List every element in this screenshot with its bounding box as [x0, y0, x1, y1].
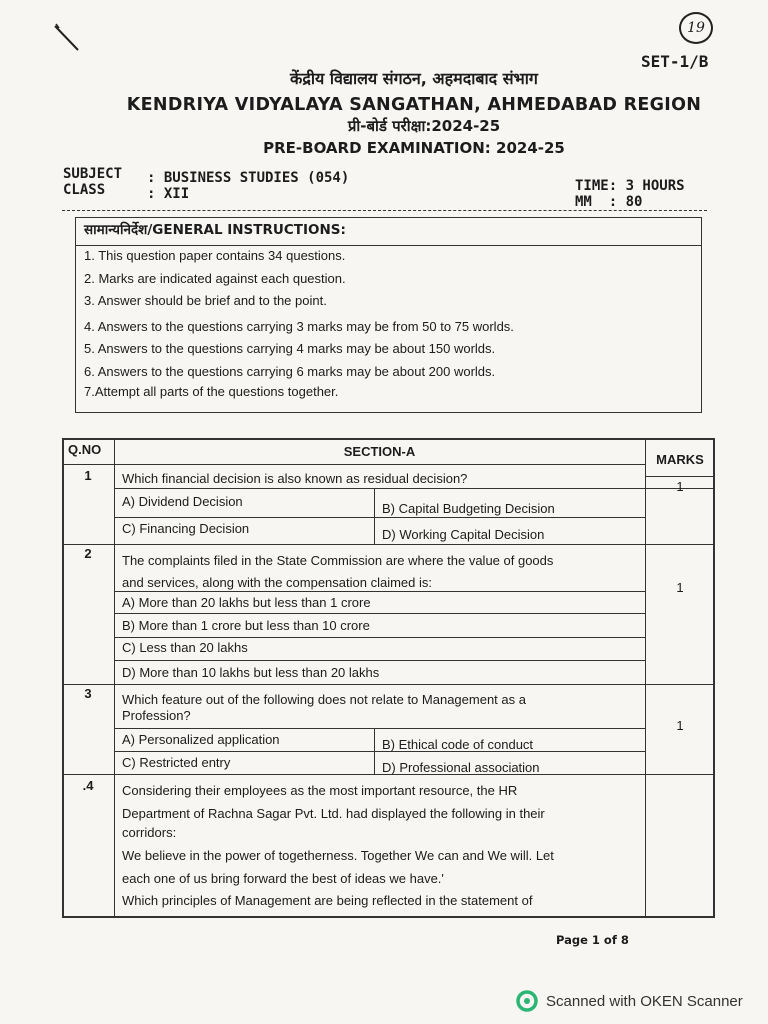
time-info: TIME: 3 HOURS: [575, 178, 685, 194]
question-text: corridors:: [122, 825, 177, 840]
question-text: The complaints filed in the State Commission are where the value of goods: [122, 553, 554, 568]
question-marks: 1: [676, 580, 684, 595]
table-border: [114, 728, 645, 729]
question-number: 1: [84, 468, 92, 483]
instruction-item: 1. This question paper contains 34 questions.: [84, 248, 346, 263]
instruction-item: 6. Answers to the questions carrying 6 marks may be about 200 worlds.: [84, 364, 496, 379]
subject-value: : BUSINESS STUDIES (054): [147, 170, 350, 186]
instructions-title: सामान्यनिर्देश/GENERAL INSTRUCTIONS:: [76, 218, 701, 246]
table-border: [713, 438, 715, 918]
question-text: Which principles of Management are being reflected in the statement of: [122, 893, 533, 908]
table-border: [114, 438, 115, 918]
table-border: [114, 751, 645, 752]
table-border: [114, 613, 645, 614]
scanner-logo-icon: [516, 990, 538, 1012]
question-text: Department of Rachna Sagar Pvt. Ltd. had displayed the following in their: [122, 806, 545, 821]
question-text: Which financial decision is also known as residual decision?: [122, 471, 468, 486]
question-text: Profession?: [122, 708, 191, 723]
question-number: 3: [84, 686, 92, 701]
table-border: [645, 438, 646, 918]
instruction-item: 4. Answers to the questions carrying 3 marks may be from 50 to 75 worlds.: [84, 319, 514, 334]
table-border: [114, 660, 645, 661]
option-b: B) More than 1 crore but less than 10 crore: [122, 618, 370, 633]
instruction-item: 5. Answers to the questions carrying 4 marks may be about 150 worlds.: [84, 341, 496, 356]
page-number: Page 1 of 8: [556, 933, 629, 947]
option-d: D) Working Capital Decision: [382, 527, 545, 542]
option-b: B) Ethical code of conduct: [382, 737, 534, 752]
option-c: C) Less than 20 lakhs: [122, 640, 248, 655]
exam-heading: PRE-BOARD EXAMINATION: 2024-25: [263, 139, 565, 157]
subject-label: SUBJECT: [63, 166, 123, 182]
dashed-divider: [62, 210, 707, 211]
option-b: B) Capital Budgeting Decision: [382, 501, 555, 516]
section-heading: SECTION-A: [343, 444, 416, 459]
hindi-org-heading: केंद्रीय विद्यालय संगठन, अहमदाबाद संभाग: [290, 69, 538, 88]
table-border: [62, 544, 715, 545]
question-text: and services, along with the compensation claimed is:: [122, 575, 432, 590]
instruction-item: 7.Attempt all parts of the questions together.: [84, 384, 339, 399]
table-border: [114, 591, 645, 592]
class-value: : XII: [147, 186, 190, 202]
question-number: .4: [82, 778, 94, 793]
option-c: C) Financing Decision: [122, 521, 250, 536]
table-border: [114, 488, 714, 489]
qno-header: Q.NO: [68, 442, 102, 457]
scanner-watermark: [516, 990, 743, 1012]
max-marks-info: MM : 80: [575, 194, 643, 210]
org-heading: KENDRIYA VIDYALAYA SANGATHAN, AHMEDABAD REGION: [126, 95, 702, 115]
table-border: [62, 684, 715, 685]
table-border: [62, 464, 645, 465]
option-a: A) Dividend Decision: [122, 494, 243, 509]
option-d: D) Professional association: [382, 760, 540, 775]
table-border: [62, 438, 715, 440]
question-table: [62, 438, 715, 918]
pen-stroke-mark: [52, 22, 84, 56]
instruction-item: 2. Marks are indicated against each question.: [84, 271, 346, 286]
table-border: [114, 637, 645, 638]
general-instructions-box: [75, 217, 702, 413]
hindi-exam-heading: प्री-बोर्ड परीक्षा:2024-25: [347, 117, 501, 135]
circled-page-number: 19: [679, 12, 713, 44]
option-d: D) More than 10 lakhs but less than 20 lakhs: [122, 665, 380, 680]
question-marks: 1: [676, 479, 684, 494]
marks-header: MARKS: [656, 452, 704, 467]
question-text: Which feature out of the following does not relate to Management as a: [122, 692, 526, 707]
question-text: Considering their employees as the most important resource, the HR: [122, 783, 518, 798]
question-text: each one of us bring forward the best of ideas we have.': [122, 871, 444, 886]
question-text: We believe in the power of togetherness. Together We can and We will. Let: [122, 848, 554, 863]
class-label: CLASS: [63, 182, 106, 198]
question-number: 2: [84, 546, 92, 561]
question-marks: 1: [676, 718, 684, 733]
table-border: [114, 517, 645, 518]
table-border: [62, 916, 715, 918]
option-a: A) Personalized application: [122, 732, 280, 747]
table-border: [374, 488, 375, 544]
table-border: [62, 438, 64, 918]
set-code: SET-1/B: [641, 52, 709, 71]
table-border: [645, 476, 715, 477]
option-a: A) More than 20 lakhs but less than 1 crore: [122, 595, 371, 610]
option-c: C) Restricted entry: [122, 755, 231, 770]
scanner-text: Scanned with OKEN Scanner: [546, 992, 743, 1010]
instruction-item: 3. Answer should be brief and to the point.: [84, 293, 327, 308]
